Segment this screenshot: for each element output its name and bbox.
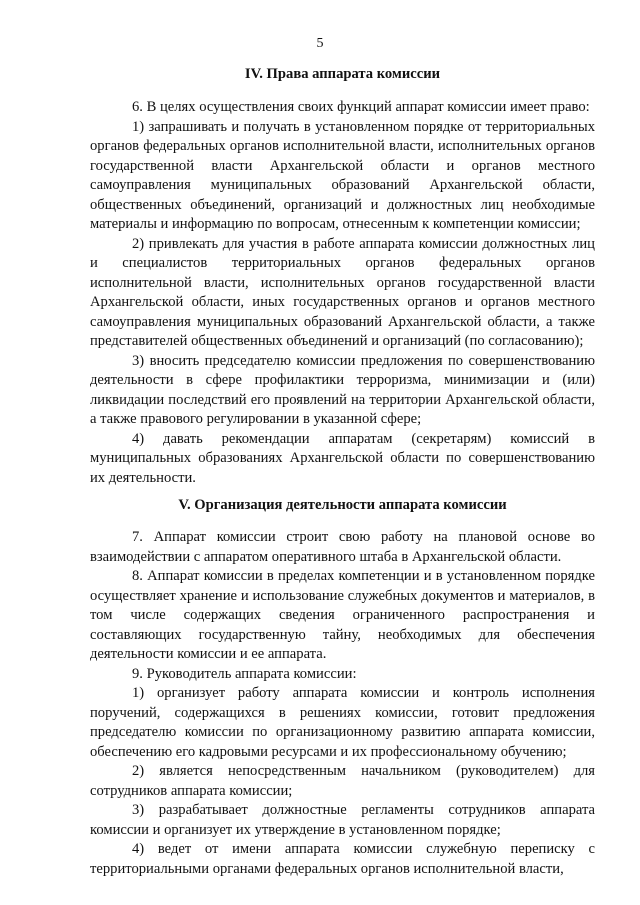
list-item-6-2: 2) привлекать для участия в работе аппарата комиссии должностных лиц и специалистов территориальных органов федеральных органов исполнительной власти, исполнительных органов государственной власти Архангельской области, иных государственных органов и органов местного самоуправления муниципальных образований Архангельской области, а также представителей общественных объединений и организаций (по согласованию);: [90, 235, 595, 349]
page-number: 5: [316, 36, 324, 51]
section-4-body: [90, 98, 595, 488]
list-item-6-1: 1) запрашивать и получать в установленном порядке от территориальных органов федеральных органов исполнительной власти, исполнительных органов государственной власти Архангельской области и органов местного самоуправления муниципальных образований Архангельской области, общественных объединений, организаций и должностных лиц необходимые материалы и информацию по вопросам, отнесенным к компетенции комиссии;: [90, 118, 595, 232]
list-item-6-4: 4) давать рекомендации аппаратам (секретарям) комиссий в муниципальных образованиях Архангельской области по совершенствованию их деятельности.: [90, 430, 595, 486]
list-item-9-3: 3) разрабатывает должностные регламенты сотрудников аппарата комиссии и организует их утверждение в установленном порядке;: [90, 802, 595, 838]
section-4-heading: IV. Права аппарата комиссии: [244, 66, 441, 82]
list-item-9-1: 1) организует работу аппарата комиссии и контроль исполнения поручений, содержащихся в решениях комиссии, готовит предложения председателю комиссии по организационному развитию аппарата комиссии, обеспечению его кадровыми ресурсами и их профессиональному обучению;: [90, 685, 595, 760]
list-item-6-3: 3) вносить председателю комиссии предложения по совершенствованию деятельности в сфере профилактики терроризма, минимизации и (или) ликвидации последствий его проявлений на территории Архангельской области, а также правового регулировании в указанной сфере;: [90, 352, 595, 427]
list-item-9-2: 2) является непосредственным начальником (руководителем) для сотрудников аппарата комиссии;: [90, 763, 595, 799]
paragraph-7: 7. Аппарат комиссии строит свою работу на плановой основе во взаимодействии с аппаратом оперативного штаба в Архангельской области.: [90, 529, 595, 565]
list-item-9-4: 4) ведет от имени аппарата комиссии служебную переписку с территориальными органами федеральных органов исполнительной власти,: [90, 841, 595, 877]
paragraph-6: 6. В целях осуществления своих функций аппарат комиссии имеет право:: [132, 99, 590, 115]
paragraph-8: 8. Аппарат комиссии в пределах компетенции и в установленном порядке осуществляет хранение и использование служебных документов и материалов, в том числе содержащих сведения ограниченного распространения и составляющих государственную тайну, необходимых для обеспечения деятельности комиссии и ее аппарата.: [90, 568, 595, 662]
section-5-heading: V. Организация деятельности аппарата комиссии: [178, 497, 507, 513]
paragraph-9: 9. Руководитель аппарата комиссии:: [132, 665, 357, 682]
section-5-body: [90, 528, 595, 879]
